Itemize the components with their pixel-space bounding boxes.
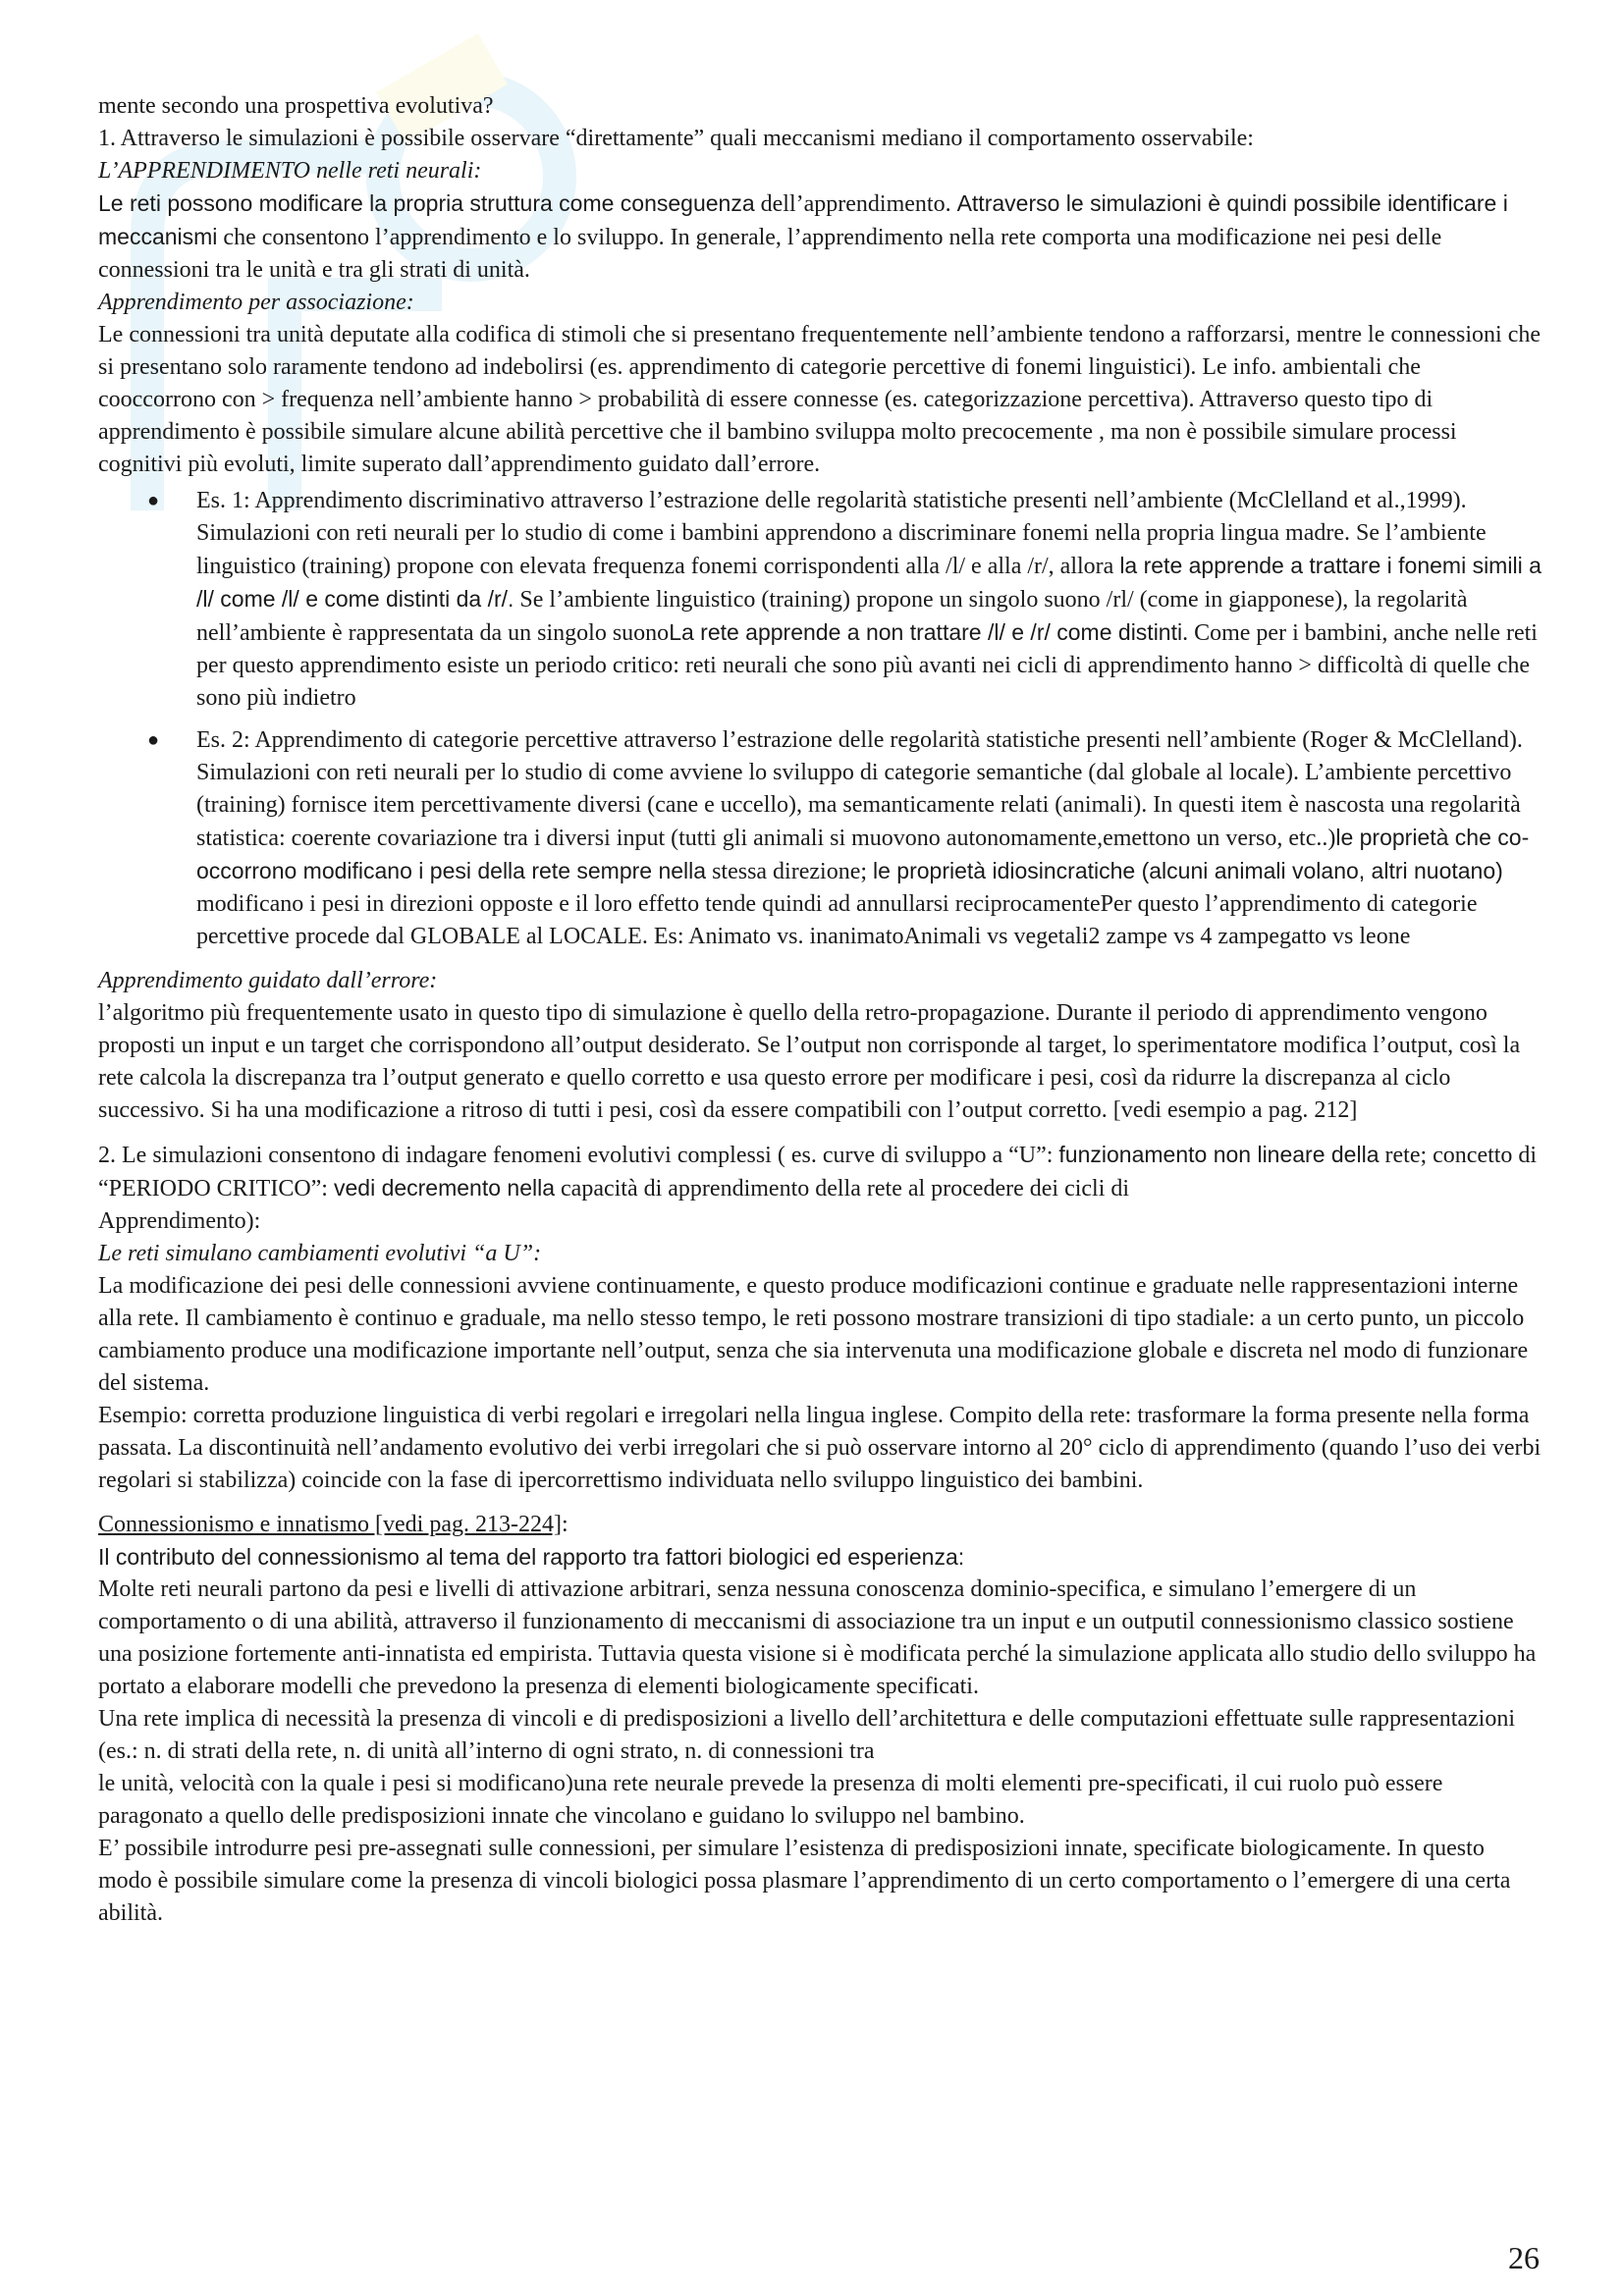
text: Una rete implica di necessità la presenza di vincoli e di predisposizioni a livello dell’architettura e delle computazioni effettuate sulle rappresentazioni (es.: n. di strati della rete, n. di unità all’interno di ogni strato, n. di connessioni tra xyxy=(98,1706,1515,1764)
text: 2 zampe vs 4 zampe xyxy=(1088,924,1280,949)
document-page xyxy=(98,90,1542,1930)
paragraph-conn-3: E’ possibile introdurre pesi pre-assegnati sulle connessioni, per simulare l’esistenza di predisposizioni innate, specificate biologicamente. In questo modo è possibile simulare come la presenza di vincoli biologici possa plasmare l’apprendimento di un certo comportamento o l’emergere di una certa abilità. xyxy=(98,1836,1511,1926)
paragraph-conn-2 xyxy=(98,1703,1542,1768)
paragraph-esempio: Esempio: corretta produzione linguistica di verbi regolari e irregolari nella lingua inglese. Compito della rete: trasformare la forma presente nella forma passata. La discontinuità nell’andamento evolutivo dei verbi irregolari che si può osservare intorno al 20° ciclo di apprendimento (quando l’uso dei verbi regolari si stabilizza) coincide con la fase di ipercorrettismo individuata nello sviluppo linguistico dei bambini. xyxy=(98,1403,1542,1493)
page-number: 26 xyxy=(1508,2240,1540,2275)
heading-associazione: Apprendimento per associazione: xyxy=(98,290,414,315)
text: modificano i pesi in direzioni opposte e il loro effetto tende quindi ad annullarsi reciprocamente xyxy=(196,891,1101,917)
text: Es. 1: Apprendimento discriminativo attraverso l’estrazione delle regolarità statistiche presenti nell’ambiente (McClelland et al.,1999). Simulazioni con reti neurali per lo studio di come i bambini apprendono a discriminare fonemi nella propria lingua madre. Se l’ambiente linguistico (training) propone con elevata frequenza fonemi corrispondenti alla /l/ e alla /r/, allora xyxy=(196,488,1487,579)
text-sans: Le reti possono modificare la propria struttura come conseguenza xyxy=(98,190,755,216)
text-sans: funzionamento non lineare della xyxy=(1058,1142,1380,1167)
paragraph-conn-2b xyxy=(98,1768,1542,1833)
line-2: 1. Attraverso le simulazioni è possibile osservare “direttamente” quali meccanismi mediano il comportamento osservabile: xyxy=(98,126,1254,151)
heading-cambiamenti-u: Le reti simulano cambiamenti evolutivi “a U”: xyxy=(98,1241,542,1266)
subtitle-connessionismo: Il contributo del connessionismo al tema del rapporto tra fattori biologici ed esperienza: xyxy=(98,1544,965,1570)
paragraph-conn-1 xyxy=(98,1574,1542,1703)
paragraph-reti xyxy=(98,187,1542,287)
heading-errore: Apprendimento guidato dall’errore: xyxy=(98,968,438,993)
text: . Come per i bambini, anche nelle reti per questo apprendimento esiste un periodo critico: reti neurali che sono più avanti nei cicli di apprendimento hanno > difficoltà di quelle che sono più indietro xyxy=(196,620,1538,711)
text-sans: le proprietà idiosincratiche (alcuni animali volano, altri nuotano) xyxy=(873,858,1503,883)
text: Se l’ambiente linguistico (training) propone un singolo suono /rl/ (come in giapponese), la regolarità nell’ambiente è rappresentata da un singolo suono xyxy=(196,587,1468,646)
text-sans: la rete apprende a trattare i fonemi simili a /l/ come /l/ e come distinti da /r/. xyxy=(196,553,1542,612)
text: stessa direzione; xyxy=(706,859,874,884)
line-1: mente secondo una prospettiva evolutiva? xyxy=(98,93,494,119)
text: una rete neurale prevede la presenza di molti elementi pre-specificati, il cui ruolo può essere paragonato a quello delle predisposizioni innate che vincolano e guidano lo sviluppo nel bambino. xyxy=(98,1771,1443,1829)
paragraph-associazione: Le connessioni tra unità deputate alla codifica di stimoli che si presentano frequentemente nell’ambiente tendono a rafforzarsi, mentre le connessioni che si presentano solo raramente tendono ad indebolirsi (es. apprendimento di categorie percettive di fonemi linguistici). Le info. ambientali che cooccorrono con > frequenza nell’ambiente hanno > probabilità di essere connesse (es. categorizzazione percettiva). Attraverso questo tipo di apprendimento è possibile simulare alcune abilità percettive che il bambino sviluppa molto precocemente , ma non è possibile simulare processi cognitivi più evoluti, limite superato dall’apprendimento guidato dall’errore. xyxy=(98,322,1542,477)
text: rete; concetto di “PERIODO CRITICO”: xyxy=(98,1143,1538,1201)
text: : xyxy=(561,1512,568,1537)
list-item xyxy=(98,485,1542,715)
paragraph-cambiamenti: La modificazione dei pesi delle connessioni avviene continuamente, e questo produce modificazioni continue e graduate nelle rappresentazioni interne alla rete. Il cambiamento è continuo e graduale, ma nello stesso tempo, le reti possono mostrare transizioni di tipo stadiale: a un certo punto, un piccolo cambiamento produce una modificazione importante nell’output, senza che sia intervenuta una modificazione globale e discreta nel modo di funzionare del sistema. xyxy=(98,1273,1529,1396)
paragraph-errore: l’algoritmo più frequentemente usato in questo tipo di simulazione è quello della retro-propagazione. Durante il periodo di apprendimento vengono proposti un input e un target che corrispondono all’output desiderato. Se l’output non corrisponde al target, lo sperimentatore modifica l’output, così la rete calcola la discrepanza tra l’output generato e quello corretto e usa questo errore per modificare i pesi, così da ridurre la discrepanza al ciclo successivo. Si ha una modificazione a ritroso di tutti i pesi, così da essere compatibili con l’output corretto. [vedi esempio a pag. 212] xyxy=(98,1000,1521,1123)
line-apprendimento: Apprendimento): xyxy=(98,1208,261,1234)
text: Per questo l’apprendimento di categorie percettive procede dal GLOBALE al LOCALE. Es: Animato vs. inanimato xyxy=(196,891,1478,949)
text: dell’apprendimento. xyxy=(754,191,957,217)
heading-connessionismo xyxy=(98,1509,1542,1541)
text: Es. 2: Apprendimento di categorie percettive attraverso l’estrazione delle regolarità statistiche presenti nell’ambiente (Roger & McClelland). Simulazioni con reti neurali per lo studio di come avviene lo sviluppo di categorie semantiche (dal globale al locale). L’ambiente percettivo (training) fornisce item percettivamente diversi (cane e uccello), ma semanticamente relati (animali). In questi item è nascosta una regolarità statistica: coerente covariazione tra i diversi input (tutti gli animali si muovono autonomamente,emettono un verso, etc..) xyxy=(196,727,1523,851)
text: gatto vs leone xyxy=(1279,924,1411,949)
bullet-icon: ● xyxy=(147,490,160,511)
bullet-icon: ● xyxy=(147,729,160,751)
text: le unità, velocità con la quale i pesi si modificano) xyxy=(98,1771,573,1796)
text: il connessionismo classico sostiene una posizione fortemente anti-innatista ed empirista. Tuttavia questa visione si è modificata perché la simulazione applicata allo studio dello sviluppo ha portato a elaborare modelli che prevedono la presenza di elementi biologicamente specificati. xyxy=(98,1609,1537,1699)
text-sans: La rete apprende a non trattare /l/ e /r/ come distinti xyxy=(669,619,1183,645)
text: 2. Le simulazioni consentono di indagare fenomeni evolutivi complessi ( es. curve di sviluppo a “U”: xyxy=(98,1143,1059,1168)
text-sans: le proprietà che co-occorrono modificano i pesi della rete sempre nella xyxy=(196,825,1530,883)
heading-apprendimento: L’APPRENDIMENTO nelle reti neurali: xyxy=(98,158,482,184)
text: Molte reti neurali partono da pesi e livelli di attivazione arbitrari, senza nessuna conoscenza dominio-specifica, e simulano l’emergere di un comportamento o di una abilità, attraverso il funzionamento di meccanismi di associazione tra un input e un output xyxy=(98,1576,1417,1634)
examples-list xyxy=(98,485,1542,953)
text-sans: vedi decremento nella xyxy=(333,1175,556,1201)
paragraph-sezione-2 xyxy=(98,1139,1542,1205)
text: che consentono l’apprendimento e lo sviluppo. In generale, l’apprendimento nella rete comporta una modificazione nei pesi delle connessioni tra le unità e tra gli strati di unità. xyxy=(98,225,1442,283)
text: capacità di apprendimento della rete al procedere dei cicli di xyxy=(555,1176,1130,1201)
list-item xyxy=(98,724,1542,953)
text: Animali vs vegetali xyxy=(903,924,1089,949)
text-underlined: Connessionismo e innatismo [vedi pag. 213-224] xyxy=(98,1512,562,1537)
text-sans: Attraverso le simulazioni è quindi possibile identificare i meccanismi xyxy=(98,190,1508,249)
